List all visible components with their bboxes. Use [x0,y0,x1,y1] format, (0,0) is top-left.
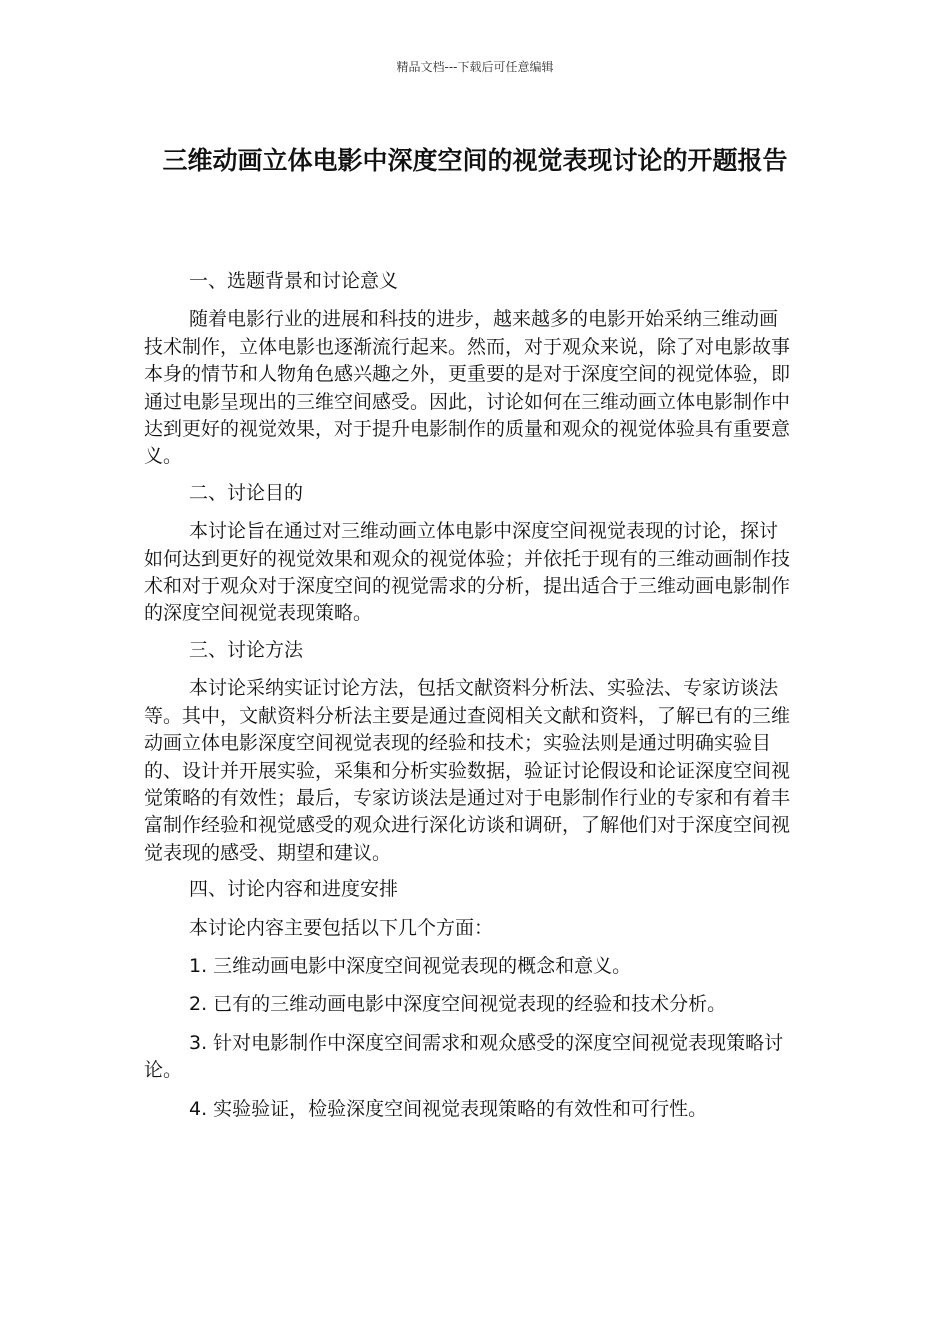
section-paragraph-purpose: 本讨论旨在通过对三维动画立体电影中深度空间视觉表现的讨论，探讨如何达到更好的视觉效果和观众的视觉体验；并依托于现有的三维动画制作技术和对于观众对于深度空间的视觉需求的分析，提出适合于三维动画电影制作的深度空间视觉表现策略。 [144,520,791,625]
content-list-item: 2. 已有的三维动画电影中深度空间视觉表现的经验和技术分析。 [189,993,727,1016]
header-note: 精品文档---下载后可任意编辑 [396,60,554,74]
section-heading-method: 三、讨论方法 [189,638,304,661]
section-heading-content: 四、讨论内容和进度安排 [189,878,399,901]
section-paragraph-background: 随着电影行业的进展和科技的进步，越来越多的电影开始采纳三维动画技术制作，立体电影也逐渐流行起来。然而，对于观众来说，除了对电影故事本身的情节和人物角色感兴趣之外，更重要的是对于深度空间的视觉体验，即通过电影呈现出的三维空间感受。因此，讨论如何在三维动画立体电影制作中达到更好的视觉效果，对于提升电影制作的质量和观众的视觉体验具有重要意义。 [144,308,791,468]
content-list-item: 4. 实验验证，检验深度空间视觉表现策略的有效性和可行性。 [189,1097,708,1120]
content-list-intro: 本讨论内容主要包括以下几个方面： [189,916,494,939]
section-heading-background: 一、选题背景和讨论意义 [189,270,399,292]
document-body [144,268,796,1134]
section-heading-purpose: 二、讨论目的 [189,481,304,504]
document-title: 三维动画立体电影中深度空间的视觉表现讨论的开题报告 [162,146,788,175]
section-paragraph-method: 本讨论采纳实证讨论方法，包括文献资料分析法、实验法、专家访谈法等。其中，文献资料分析法主要是通过查阅相关文献和资料，了解已有的三维动画立体电影深度空间视觉表现的经验和技术；实验法则是通过明确实验目的、设计并开展实验，采集和分析实验数据，验证讨论假设和论证深度空间视觉策略的有效性；最后，专家访谈法是通过对于电影制作行业的专家和有着丰富制作经验和视觉感受的观众进行深化访谈和调研，了解他们对于深度空间视觉表现的感受、期望和建议。 [144,677,791,864]
content-list-item: 3. 针对电影制作中深度空间需求和观众感受的深度空间视觉表现策略讨论。 [144,1031,784,1082]
content-list-item: 1. 三维动画电影中深度空间视觉表现的概念和意义。 [189,954,632,977]
